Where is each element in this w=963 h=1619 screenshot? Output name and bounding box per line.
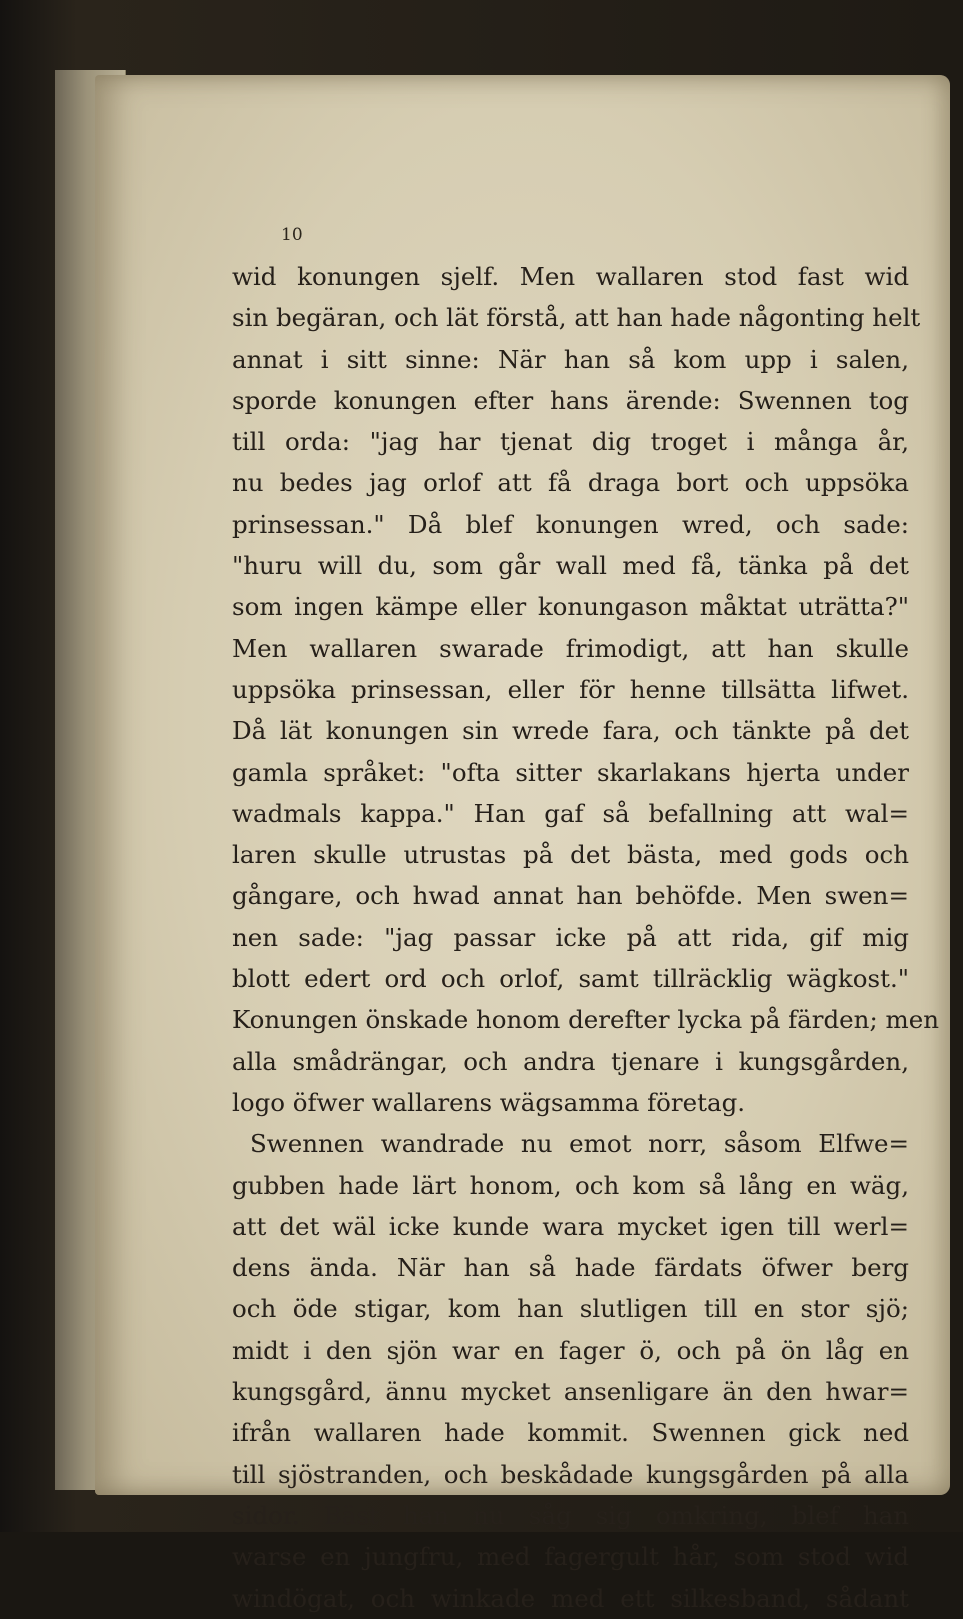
text-line: wid konungen sjelf. Men wallaren stod fast wid [232, 262, 909, 291]
text-line: till sjöstranden, och beskådade kungsgården på alla [232, 1459, 909, 1489]
text-line: uppsöka prinsessan, eller för henne tillsätta lifwet. [232, 674, 909, 704]
text-line: som ingen kämpe eller konungason måktat uträtta?" [232, 592, 909, 622]
text-line: ifrån wallaren hade kommit. Swennen gick ned [232, 1418, 909, 1448]
text-line: dens ända. När han så hade färdats öfwer berg [232, 1253, 909, 1283]
text-line: windögat, och winkade med ett silkesband, sådant [232, 1583, 909, 1613]
text-line: wadmals kappa." Han gaf så befallning att wal= [232, 798, 909, 828]
body-text [232, 256, 940, 1619]
text-line: gamla språket: "ofta sitter skarlakans hjerta under [232, 757, 909, 787]
text-line: warse en jungfru, med fagergult hår, som stod wid [232, 1542, 909, 1572]
text-line: Men wallaren swarade frimodigt, att han skulle [232, 633, 909, 663]
text-line: att det wäl icke kunde wara mycket igen till werl= [232, 1211, 909, 1241]
text-line: och öde stigar, kom han slutligen till en stor sjö; [232, 1294, 909, 1324]
page-number: 10 [281, 225, 303, 245]
text-line: laren skulle utrustas på det bästa, med gods och [232, 840, 909, 870]
text-line: nen sade: "jag passar icke på att rida, gif mig [232, 922, 909, 952]
text-line: sin begäran, och lät förstå, att han hade någonting helt [232, 303, 921, 333]
text-line: sidor. Bäst han nu såg sig omkring, blef han [232, 1500, 909, 1530]
text-line: Swennen wandrade nu emot norr, såsom Elfwe= [250, 1129, 909, 1159]
text-line: midt i den sjön war en fager ö, och på ön låg en [232, 1335, 909, 1365]
text-line: gångare, och hwad annat han behöfde. Men swen= [232, 881, 909, 911]
text-line: annat i sitt sinne: När han så kom upp i salen, [232, 344, 909, 374]
text-line: blott edert ord och orlof, samt tillräcklig wägkost." [232, 964, 909, 994]
text-line: gubben hade lärt honom, och kom så lång en wäg, [232, 1170, 909, 1200]
text-line: Konungen önskade honom derefter lycka på färden; men [232, 1005, 940, 1035]
text-line: logo öfwer wallarens wägsamma företag. [232, 1087, 746, 1117]
text-line: kungsgård, ännu mycket ansenligare än den hwar= [232, 1377, 909, 1407]
text-line: Då lät konungen sin wrede fara, och tänkte på det [232, 716, 909, 746]
text-line: nu bedes jag orlof att få draga bort och uppsöka [232, 468, 909, 498]
text-line: till orda: "jag har tjenat dig troget i många år, [232, 427, 909, 457]
text-line: alla smådrängar, och andra tjenare i kungsgården, [232, 1046, 909, 1076]
text-line: "huru will du, som går wall med få, tänka på det [232, 551, 909, 581]
text-line: sporde konungen efter hans ärende: Swennen tog [232, 385, 909, 415]
text-line: prinsessan." Då blef konungen wred, och sade: [232, 509, 909, 539]
